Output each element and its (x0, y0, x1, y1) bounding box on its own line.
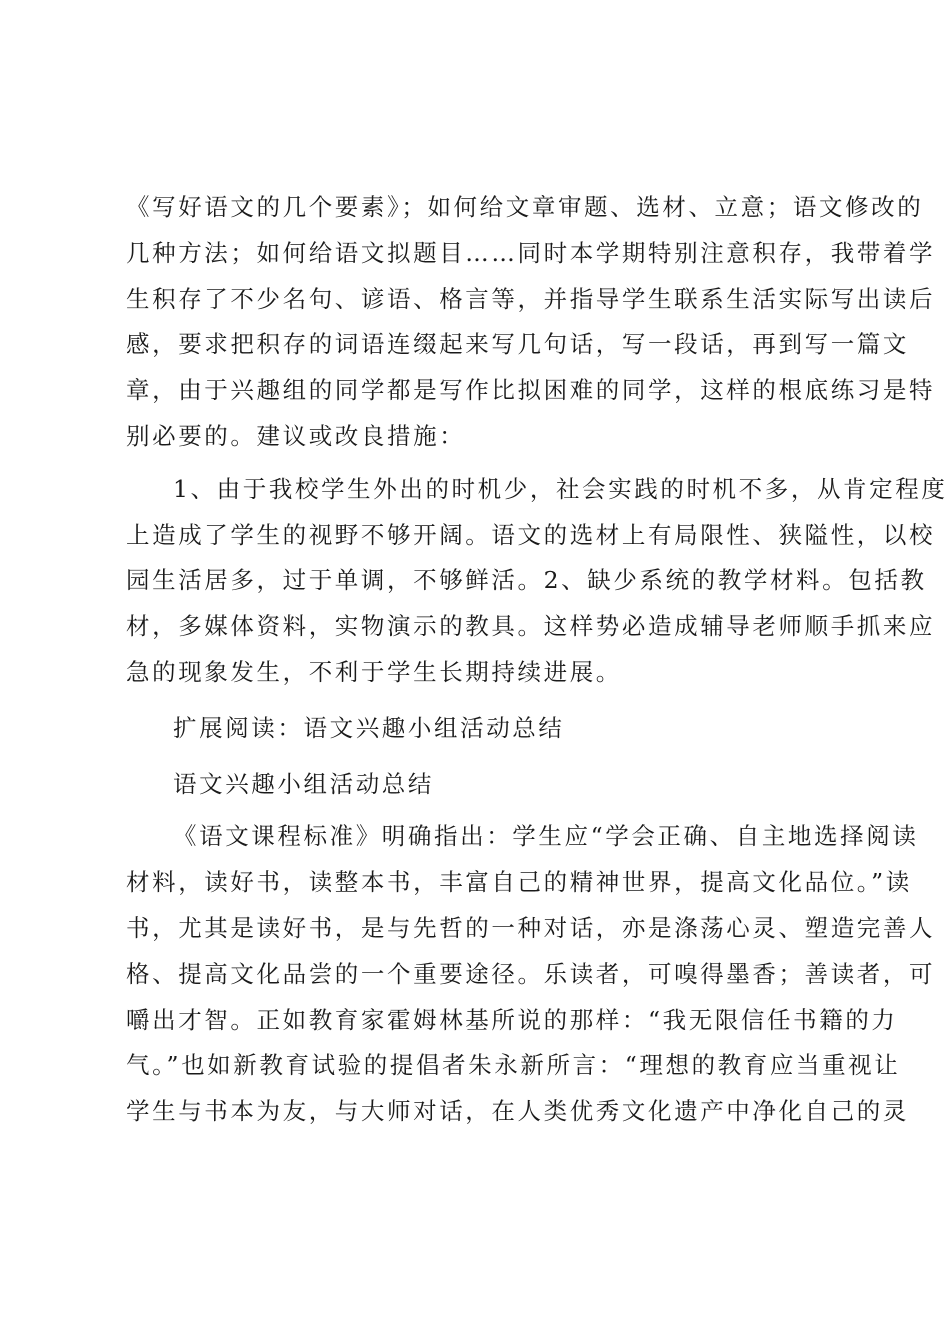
text-line: 别必要的。建议或改良措施： (126, 421, 466, 450)
text-line: 材，多媒体资料，实物演示的教具。这样势必造成辅导老师顺手抓来应 (126, 612, 936, 641)
text-line: 章，由于兴趣组的同学都是写作比拟困难的同学，这样的根底练习是特 (126, 376, 936, 405)
text-line: 书，尤其是读好书，是与先哲的一种对话，亦是涤荡心灵、塑造完善人 (126, 913, 936, 942)
text-line: 急的现象发生，不利于学生长期持续进展。 (126, 657, 622, 686)
text-line: 嚼出才智。正如教育家霍姆林基所说的那样：“我无限信任书籍的力 (126, 1005, 898, 1034)
text-line: 格、提高文化品尝的一个重要途径。乐读者，可嗅得墨香；善读者，可 (126, 959, 936, 988)
text-line: 材料，读好书，读整本书，丰富自己的精神世界，提高文化品位。”读 (126, 868, 912, 897)
text-line: 上造成了学生的视野不够开阔。语文的选材上有局限性、狭隘性，以校 (126, 520, 936, 549)
text-line: 《写好语文的几个要素》；如何给文章审题、选材、立意；语文修改的 (126, 193, 924, 221)
document-body (126, 185, 948, 1135)
text-line: 几种方法；如何给语文拟题目……同时本学期特别注意积存，我带着学 (126, 238, 936, 267)
text-line: 生积存了不少名句、谚语、格言等，并指导学生联系生活实际写出读后 (126, 284, 936, 313)
extended-reading-label: 扩展阅读：语文兴趣小组活动总结 (173, 713, 565, 742)
text-line: 学生与书本为友，与大师对话，在人类优秀文化遗产中净化自己的灵 (126, 1097, 909, 1126)
section-title: 语文兴趣小组活动总结 (173, 769, 434, 798)
text-line: 感，要求把积存的词语连缀起来写几句话，写一段话，再到写一篇文 (126, 330, 909, 359)
paragraph-writing-methods (126, 185, 936, 460)
text-line: 《语文课程标准》明确指出：学生应“学会正确、自主地选择阅读 (173, 822, 919, 851)
text-line: 气。”也如新教育试验的提倡者朱永新所言：“理想的教育应当重视让 (126, 1051, 901, 1080)
text-line: 园生活居多，过于单调，不够鲜活。2、缺少系统的教学材料。包括教 (126, 566, 927, 595)
paragraph-curriculum-standard (126, 814, 936, 1135)
text-line: 1、由于我校学生外出的时机少，社会实践的时机不多，从肯定程度 (173, 474, 948, 503)
paragraph-improvement-measures (126, 467, 948, 696)
